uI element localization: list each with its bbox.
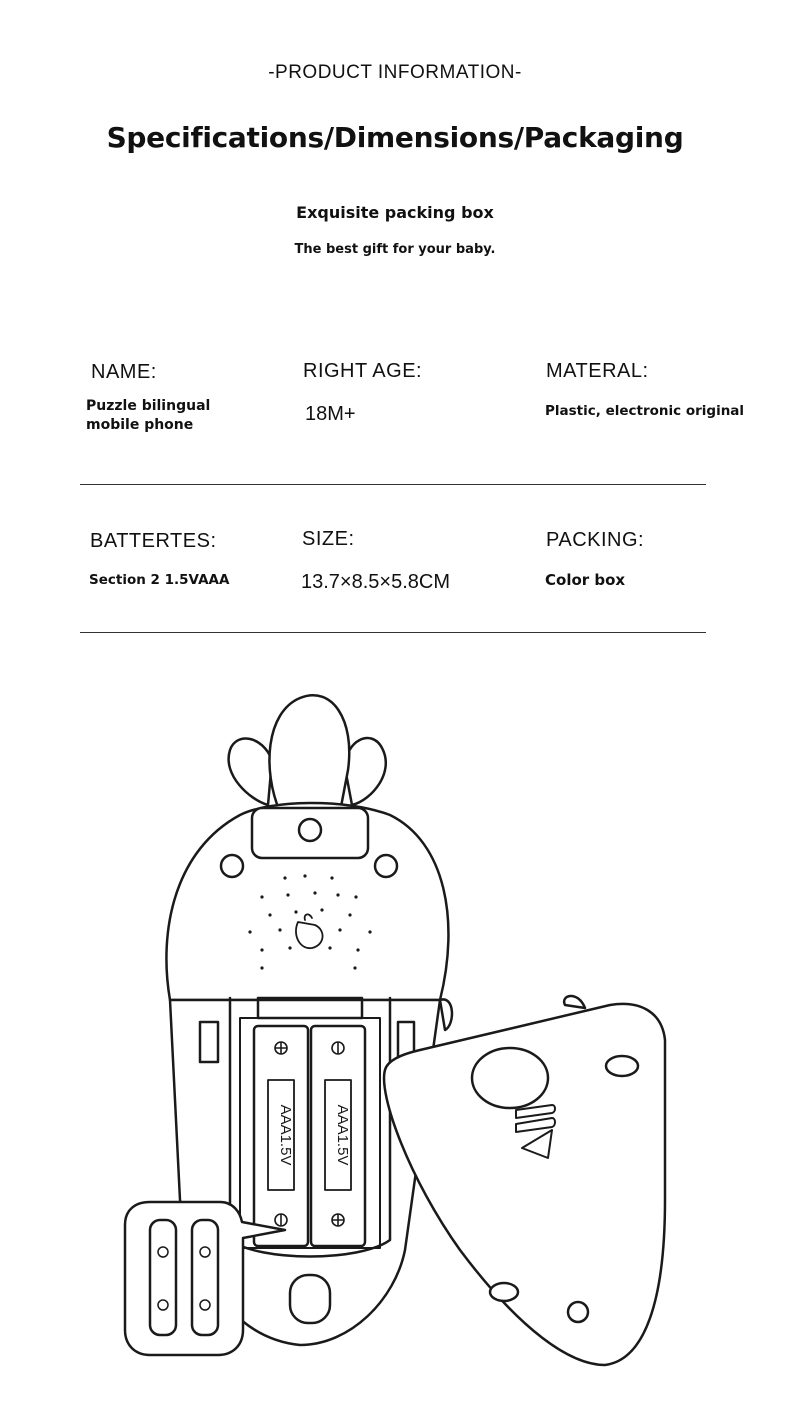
packing-value: Color box xyxy=(545,571,626,589)
packing-label: PACKING: xyxy=(546,529,645,551)
battery-left-label: AAA1.5V xyxy=(277,1104,294,1166)
name-value xyxy=(86,397,210,435)
divider-1 xyxy=(80,484,706,485)
size-value: 13.7×8.5×5.8CM xyxy=(301,571,450,593)
divider-2 xyxy=(80,632,706,633)
phone-battery-illustration xyxy=(100,680,680,1380)
battery-value: Section 2 1.5VAAA xyxy=(89,572,230,588)
leaves-icon xyxy=(229,695,386,812)
back-cover-icon xyxy=(384,996,665,1365)
name-value-line1: Puzzle bilingual xyxy=(86,398,211,414)
age-label: RIGHT AGE: xyxy=(303,360,423,382)
battery-right-icon xyxy=(311,1026,365,1246)
battery-right-label: AAA1.5V xyxy=(334,1104,351,1166)
battery-label: BATTERTES: xyxy=(90,530,217,552)
material-label: MATERAL: xyxy=(546,360,649,382)
age-value: 18M+ xyxy=(305,403,356,425)
page-title: Specifications/Dimensions/Packaging xyxy=(106,121,684,154)
packing-subtitle: Exquisite packing box xyxy=(296,203,494,222)
section-kicker: -PRODUCT INFORMATION- xyxy=(268,62,522,83)
name-value-line2: mobile phone xyxy=(86,417,194,433)
material-value: Plastic, electronic original xyxy=(545,403,745,419)
name-label: NAME: xyxy=(91,361,157,383)
size-label: SIZE: xyxy=(302,528,355,550)
gift-tagline: The best gift for your baby. xyxy=(294,242,496,257)
battery-left-icon xyxy=(254,1026,308,1246)
